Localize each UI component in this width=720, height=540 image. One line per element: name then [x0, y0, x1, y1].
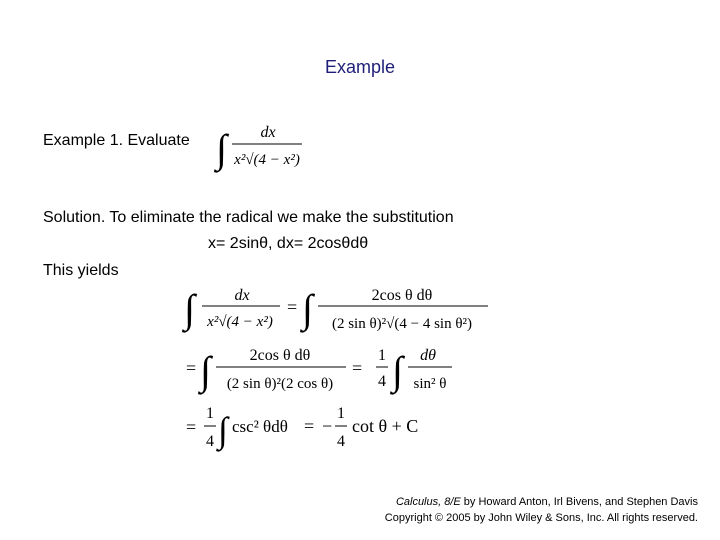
equals-sign: =: [186, 417, 197, 437]
line3-result: cot θ + C: [352, 416, 419, 436]
integral-numerator: dx: [260, 124, 276, 141]
integral-denominator: x²√(4 − x²): [234, 152, 300, 168]
integral-sign: ∫: [392, 348, 403, 393]
integral-sign: ∫: [302, 286, 313, 331]
coefficient-numerator: 1: [378, 347, 386, 364]
footer-citation: [396, 496, 698, 508]
coefficient-denominator: 4: [337, 433, 345, 450]
integral-sign: ∫: [216, 126, 227, 171]
line2-int-denominator: sin² θ: [413, 376, 447, 392]
integral-sign: ∫: [218, 410, 228, 450]
book-title: Calculus, 8/E: [395, 496, 461, 508]
solution-intro: Solution. To eliminate the radical we make the substitution: [43, 209, 454, 226]
line1-rhs-numerator: 2cos θ dθ: [371, 287, 433, 304]
coefficient-numerator: 1: [206, 405, 214, 422]
equals-sign: =: [352, 358, 363, 378]
derivation-line-3: [186, 405, 418, 452]
integral-sign: ∫: [184, 286, 195, 331]
line3-integrand: csc² θdθ: [232, 417, 288, 436]
example-label: Example 1. Evaluate: [43, 132, 190, 149]
integral-sign: ∫: [200, 348, 211, 393]
equals-sign: =: [287, 297, 298, 317]
page-title: Example: [324, 57, 396, 77]
equals-sign: =: [304, 416, 315, 436]
line2-numerator: 2cos θ dθ: [249, 347, 311, 364]
problem-integral: [212, 118, 312, 174]
line2-int-numerator: dθ: [420, 347, 436, 364]
line2-denominator: (2 sin θ)²(2 cos θ): [226, 376, 334, 392]
line1-lhs-denominator: x²√(4 − x²): [207, 314, 273, 330]
this-yields: This yields: [43, 262, 119, 279]
coefficient-denominator: 4: [378, 373, 386, 390]
derivation: [180, 280, 510, 455]
book-authors: by Howard Anton, Irl Bivens, and Stephen Davis: [460, 496, 698, 508]
derivation-line-1: [181, 286, 488, 333]
line1-rhs-denominator: (2 sin θ)²√(4 − 4 sin θ²): [331, 316, 473, 332]
substitution: x= 2sinθ, dx= 2cosθdθ: [208, 235, 369, 252]
derivation-line-2: [186, 347, 452, 395]
coefficient-numerator: 1: [337, 405, 345, 422]
footer-copyright: Copyright © 2005 by John Wiley & Sons, Inc. All rights reserved.: [384, 512, 698, 524]
equals-sign: =: [186, 358, 197, 378]
coefficient-denominator: 4: [206, 433, 214, 450]
line1-lhs-numerator: dx: [234, 287, 250, 304]
minus-sign: −: [322, 416, 333, 436]
